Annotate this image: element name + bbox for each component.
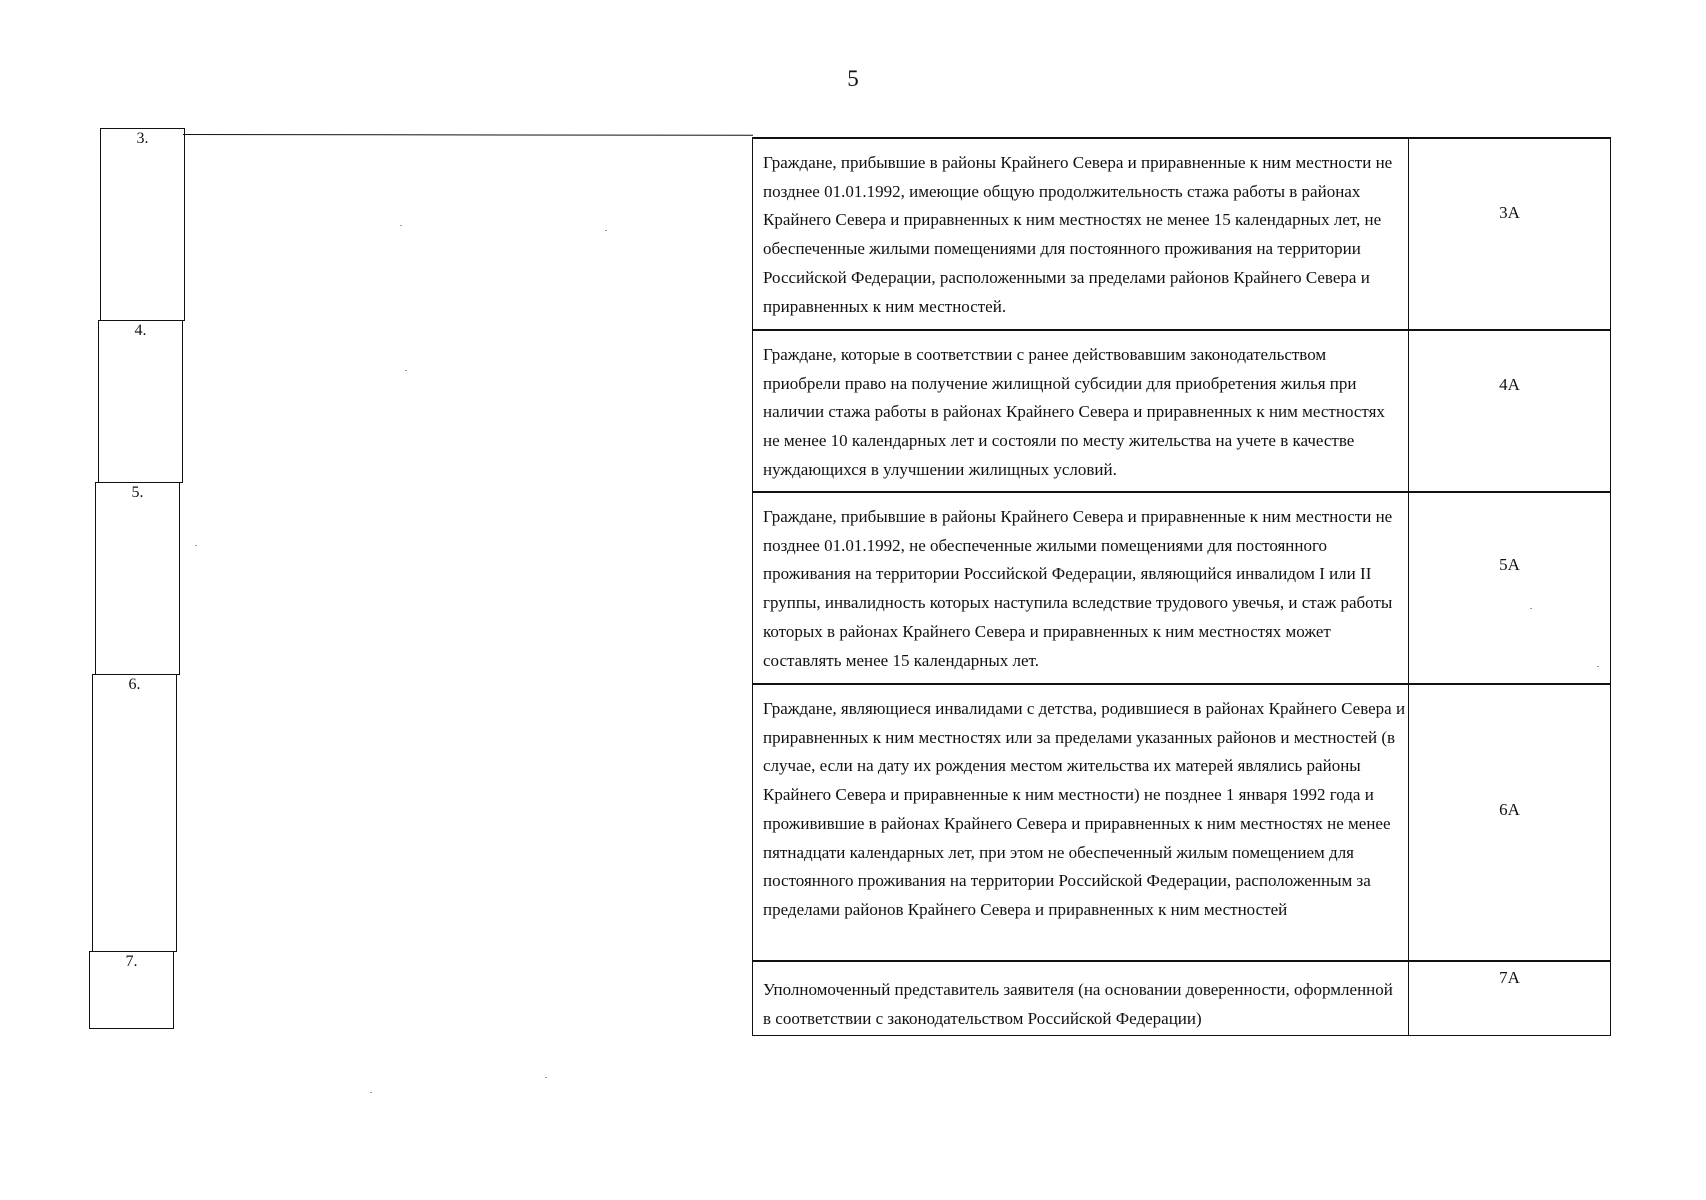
category-code: 4А — [1499, 375, 1520, 394]
row-number-cell — [98, 320, 183, 483]
category-code: 5А — [1499, 555, 1520, 574]
scan-speck — [405, 370, 407, 371]
category-code: 3А — [1499, 203, 1520, 222]
scan-speck — [1530, 608, 1532, 609]
row-number-cell — [89, 951, 174, 1029]
row-number-cell — [92, 674, 177, 952]
category-description: Граждане, являющиеся инвалидами с детства, родившиеся в районах Крайнего Севера и приравненных к ним местностях или за пределами указанных районов и местностей (в случае, если на дату их рождения местом жительства их матерей являлись районы Крайнего Севера и приравненные к ним местности) не позднее 1 января 1992 года и проживившие в районах Крайнего Севера и приравненных к ним местностях не менее пятнадцати календарных лет, при этом не обеспеченный жилым помещением для постоянного проживания на территории Российской Федерации, расположенным за пределами районов Крайнего Севера и приравненных к ним местностей — [753, 685, 1409, 960]
category-code: 6А — [1499, 800, 1520, 819]
row-number: 5. — [131, 484, 144, 501]
table-row — [752, 329, 1611, 492]
row-number: 4. — [134, 322, 147, 339]
table-row — [752, 137, 1611, 330]
category-description: Граждане, прибывшие в районы Крайнего Севера и приравненные к ним местности не позднее 01.01.1992, не обеспеченные жилыми помещениями для постоянного проживания на территории Российской Федерации, являющийся инвалидом I или II группы, инвалидность которых наступила вследствие трудового увечья, и стаж работы которых в районах Крайнего Севера и приравненных к ним местностях может составлять менее 15 календарных лет. — [753, 493, 1409, 683]
category-code: 7А — [1499, 968, 1520, 987]
scan-speck — [370, 1092, 372, 1093]
page-number: 5 — [847, 66, 859, 91]
scan-speck — [545, 1077, 547, 1078]
scan-speck — [400, 225, 402, 226]
row-number-cell — [95, 482, 180, 675]
scan-speck — [195, 545, 197, 546]
scan-speck — [1597, 666, 1599, 667]
row-number-cell — [100, 128, 185, 321]
table-row — [752, 960, 1611, 1036]
table-row — [752, 491, 1611, 684]
category-description: Граждане, прибывшие в районы Крайнего Севера и приравненные к ним местности не позднее 01.01.1992, имеющие общую продолжительность стажа работы в районах Крайнего Севера и приравненных к ним местностях не менее 15 календарных лет, не обеспеченные жилыми помещениями для постоянного проживания на территории Российской Федерации, расположенными за пределами районов Крайнего Севера и приравненных к ним местностей. — [753, 139, 1409, 329]
row-number: 6. — [128, 676, 141, 693]
row-number: 3. — [136, 130, 149, 147]
category-description: Граждане, которые в соответствии с ранее действовавшим законодательством приобрели право на получение жилищной субсидии для приобретения жилья при наличии стажа работы в районах Крайнего Севера и приравненных к ним местностях не менее 10 календарных лет и состояли по месту жительства на учете в качестве нуждающихся в улучшении жилищных условий. — [753, 331, 1409, 491]
table-top-edge — [183, 134, 753, 136]
category-description: Уполномоченный представитель заявителя (на основании доверенности, оформленной в соответствии с законодательством Российской Федерации) — [753, 962, 1409, 1035]
scan-speck — [605, 230, 607, 231]
row-number: 7. — [125, 953, 138, 970]
table-row — [752, 683, 1611, 961]
